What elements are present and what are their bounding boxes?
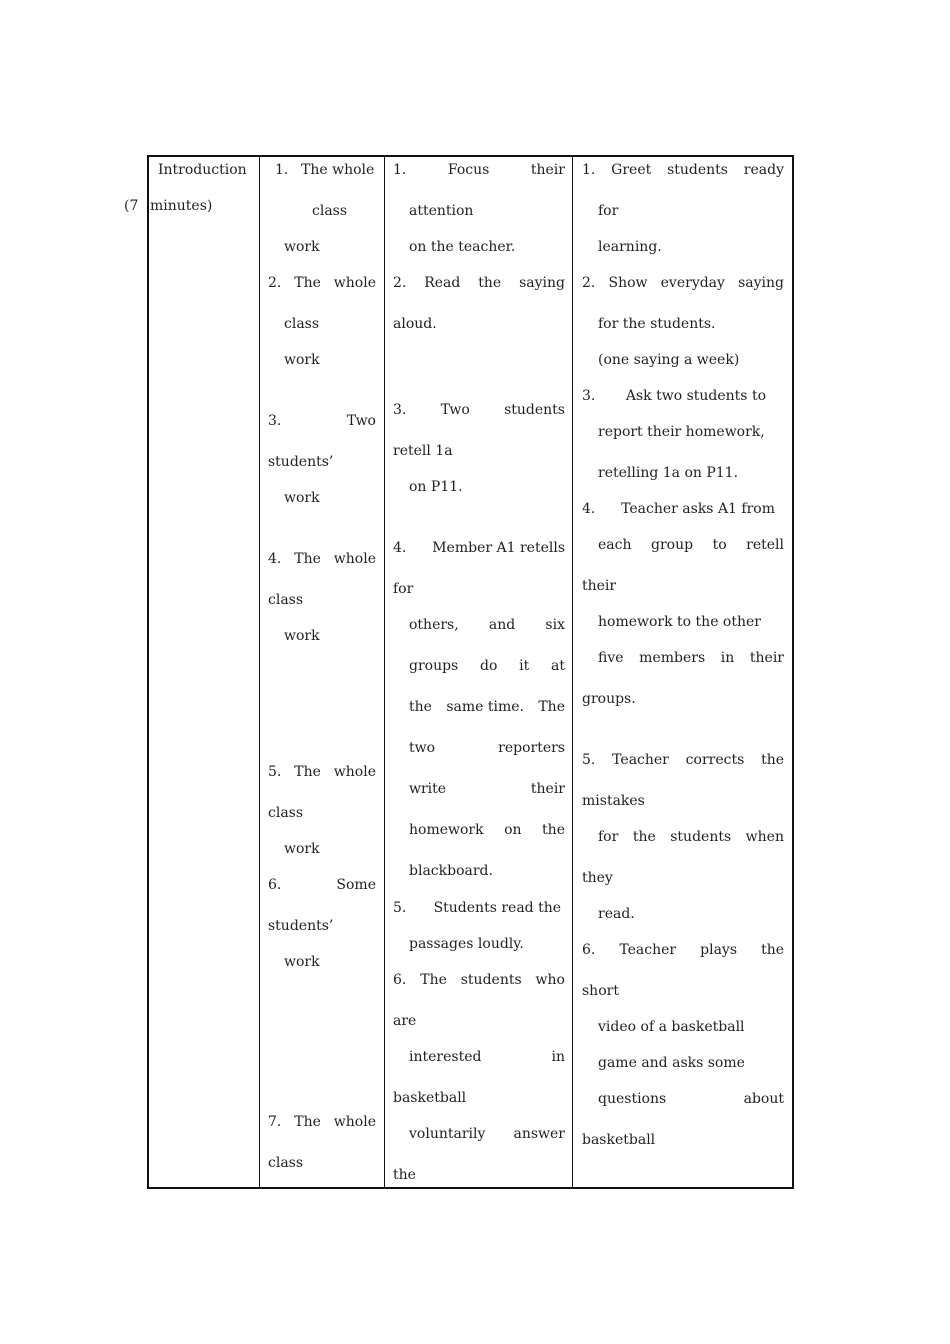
cell-text: homework <box>409 822 484 838</box>
cell-text: Read <box>424 275 461 291</box>
column-divider <box>572 155 573 1189</box>
stage-time-open: (7 <box>124 198 139 214</box>
justified-line <box>582 751 784 769</box>
cell-text: six <box>545 617 565 633</box>
cell-text: learning. <box>598 239 662 255</box>
cell-text: each <box>598 537 632 553</box>
cell-text: do <box>480 658 498 674</box>
cell-text: questions <box>598 1091 667 1107</box>
cell-text: about <box>743 1091 784 1107</box>
cell-text: 3. <box>268 413 282 429</box>
cell-text: answer <box>513 1126 565 1142</box>
cell-text: ready <box>743 162 784 178</box>
cell-text: whole <box>333 764 376 780</box>
justified-line <box>393 401 565 419</box>
cell-text: their <box>749 650 784 666</box>
cell-text: work <box>284 628 320 644</box>
cell-text: work <box>284 954 320 970</box>
justified-line <box>409 1048 565 1066</box>
cell-text: students’ <box>268 918 334 934</box>
cell-text: everyday <box>660 275 725 291</box>
cell-text: 1. <box>393 162 407 178</box>
cell-text: 2. <box>268 275 282 291</box>
cell-text: groups <box>409 658 459 674</box>
justified-line <box>268 763 376 781</box>
cell-text: The <box>294 764 321 780</box>
cell-text: passages loudly. <box>409 936 524 952</box>
cell-text: on P11. <box>409 479 463 495</box>
cell-text: class <box>268 592 304 608</box>
cell-text: reporters <box>498 740 565 756</box>
cell-text: Students read the <box>433 900 561 916</box>
cell-text: for <box>393 581 414 597</box>
cell-text: groups. <box>582 691 636 707</box>
justified-line <box>393 161 565 179</box>
justified-line <box>409 657 565 675</box>
cell-text: in <box>551 1049 565 1065</box>
cell-text: the <box>478 275 502 291</box>
cell-text: the <box>409 699 432 715</box>
cell-text: for <box>598 203 619 219</box>
cell-text: 4. <box>268 551 282 567</box>
cell-text: on the teacher. <box>409 239 516 255</box>
cell-text: whole <box>333 551 376 567</box>
cell-text: blackboard. <box>409 863 493 879</box>
cell-text: The whole <box>301 162 375 178</box>
cell-text: retell <box>746 537 784 553</box>
cell-text: read. <box>598 906 635 922</box>
cell-text: work <box>284 352 320 368</box>
cell-text: 1. <box>582 162 596 178</box>
cell-text: 1. <box>275 162 289 178</box>
cell-text: work <box>284 239 320 255</box>
cell-text: saying <box>738 275 784 291</box>
cell-text: Two <box>346 413 376 429</box>
cell-text: 6. <box>582 942 596 958</box>
cell-text: 7. <box>268 1114 282 1130</box>
justified-line <box>268 1113 376 1131</box>
cell-text: basketball <box>393 1090 467 1106</box>
cell-text: short <box>582 983 619 999</box>
cell-text: 4. <box>393 540 407 556</box>
justified-line <box>393 274 565 292</box>
justified-line <box>268 550 376 568</box>
cell-text: work <box>284 490 320 506</box>
justified-line <box>409 1125 565 1143</box>
cell-text: five <box>598 650 624 666</box>
cell-text: who <box>535 972 565 988</box>
cell-text: on <box>504 822 522 838</box>
justified-line <box>393 899 561 917</box>
justified-line <box>598 828 784 846</box>
justified-line <box>393 539 565 557</box>
justified-line <box>582 274 784 292</box>
cell-text: class <box>268 805 304 821</box>
cell-text: students’ <box>268 454 334 470</box>
justified-line <box>409 698 565 716</box>
cell-text: retelling 1a on P11. <box>598 465 739 481</box>
cell-text: students <box>504 402 565 418</box>
cell-text: same time. <box>446 699 524 715</box>
cell-text: 5. <box>582 752 596 768</box>
cell-text: at <box>551 658 565 674</box>
cell-text: The <box>420 972 447 988</box>
cell-text: the <box>761 942 784 958</box>
cell-text: the <box>393 1167 416 1183</box>
cell-text: their <box>530 781 565 797</box>
cell-text: Teacher <box>619 942 677 958</box>
cell-text: whole <box>333 275 376 291</box>
cell-text: 3. <box>582 388 596 404</box>
justified-line <box>582 941 784 959</box>
cell-text: retell 1a <box>393 443 453 459</box>
cell-text: The <box>294 1114 321 1130</box>
cell-text: the <box>542 822 565 838</box>
cell-text: report their homework, <box>598 424 765 440</box>
justified-line <box>393 971 565 989</box>
cell-text: Member A1 retells <box>432 540 565 556</box>
cell-text: class <box>284 316 320 332</box>
stage-title: Introduction <box>158 162 247 178</box>
cell-text: basketball <box>582 1132 656 1148</box>
justified-line <box>409 616 565 634</box>
justified-line <box>582 500 775 518</box>
cell-text: The <box>538 699 565 715</box>
cell-text: (one saying a week) <box>598 352 740 368</box>
cell-text: their <box>582 578 617 594</box>
cell-text: attention <box>409 203 474 219</box>
cell-text: plays <box>700 942 738 958</box>
justified-line <box>268 274 376 292</box>
justified-line <box>268 876 376 894</box>
cell-text: 5. <box>393 900 407 916</box>
cell-text: Ask two students to <box>625 388 766 404</box>
justified-line <box>409 821 565 839</box>
cell-text: Teacher asks A1 from <box>621 501 775 517</box>
stage-time-rest: minutes) <box>150 198 213 214</box>
cell-text: for the students. <box>598 316 716 332</box>
cell-text: aloud. <box>393 316 437 332</box>
cell-text: 2. <box>582 275 596 291</box>
cell-text: and <box>488 617 516 633</box>
cell-text: students <box>460 972 522 988</box>
cell-text: it <box>519 658 530 674</box>
cell-text: corrects <box>685 752 745 768</box>
cell-text: voluntarily <box>409 1126 486 1142</box>
cell-text: Two <box>440 402 470 418</box>
justified-line <box>409 780 565 798</box>
cell-text: write <box>409 781 447 797</box>
cell-text: their <box>530 162 565 178</box>
cell-text: group <box>651 537 694 553</box>
cell-text: The <box>294 551 321 567</box>
justified-line <box>582 387 766 405</box>
cell-text: 4. <box>582 501 596 517</box>
cell-text: mistakes <box>582 793 645 809</box>
cell-text: 6. <box>268 877 282 893</box>
justified-line <box>598 649 784 667</box>
cell-text: 2. <box>393 275 407 291</box>
cell-text: The <box>294 275 321 291</box>
cell-text: video of a basketball <box>598 1019 745 1035</box>
cell-text: whole <box>333 1114 376 1130</box>
cell-text: class <box>312 203 348 219</box>
cell-text: 5. <box>268 764 282 780</box>
cell-text: work <box>284 841 320 857</box>
cell-text: students <box>670 829 732 845</box>
cell-text: homework to the other <box>598 614 761 630</box>
cell-text: class <box>268 1155 304 1171</box>
justified-line <box>598 1090 784 1108</box>
cell-text: the <box>632 829 656 845</box>
justified-line <box>268 412 376 430</box>
cell-text: two <box>409 740 436 756</box>
cell-text: the <box>761 752 784 768</box>
cell-text: Focus <box>447 162 490 178</box>
justified-line <box>598 536 784 554</box>
cell-text: when <box>745 829 784 845</box>
cell-text: interested <box>409 1049 482 1065</box>
column-divider <box>384 155 385 1189</box>
cell-text: Some <box>336 877 376 893</box>
column-divider <box>259 155 260 1189</box>
justified-line <box>582 161 784 179</box>
cell-text: others, <box>409 617 459 633</box>
cell-text: game and asks some <box>598 1055 745 1071</box>
cell-text: students <box>667 162 728 178</box>
cell-text: in <box>720 650 735 666</box>
cell-text: 6. <box>393 972 407 988</box>
cell-text: for <box>598 829 619 845</box>
cell-text: Greet <box>611 162 652 178</box>
cell-text: saying <box>519 275 565 291</box>
justified-line <box>409 739 565 757</box>
cell-text: members <box>639 650 706 666</box>
cell-text: Teacher <box>612 752 669 768</box>
cell-text: 3. <box>393 402 407 418</box>
cell-text: to <box>712 537 727 553</box>
cell-text: they <box>582 870 613 886</box>
cell-text: are <box>393 1013 417 1029</box>
cell-text: Show <box>608 275 648 291</box>
